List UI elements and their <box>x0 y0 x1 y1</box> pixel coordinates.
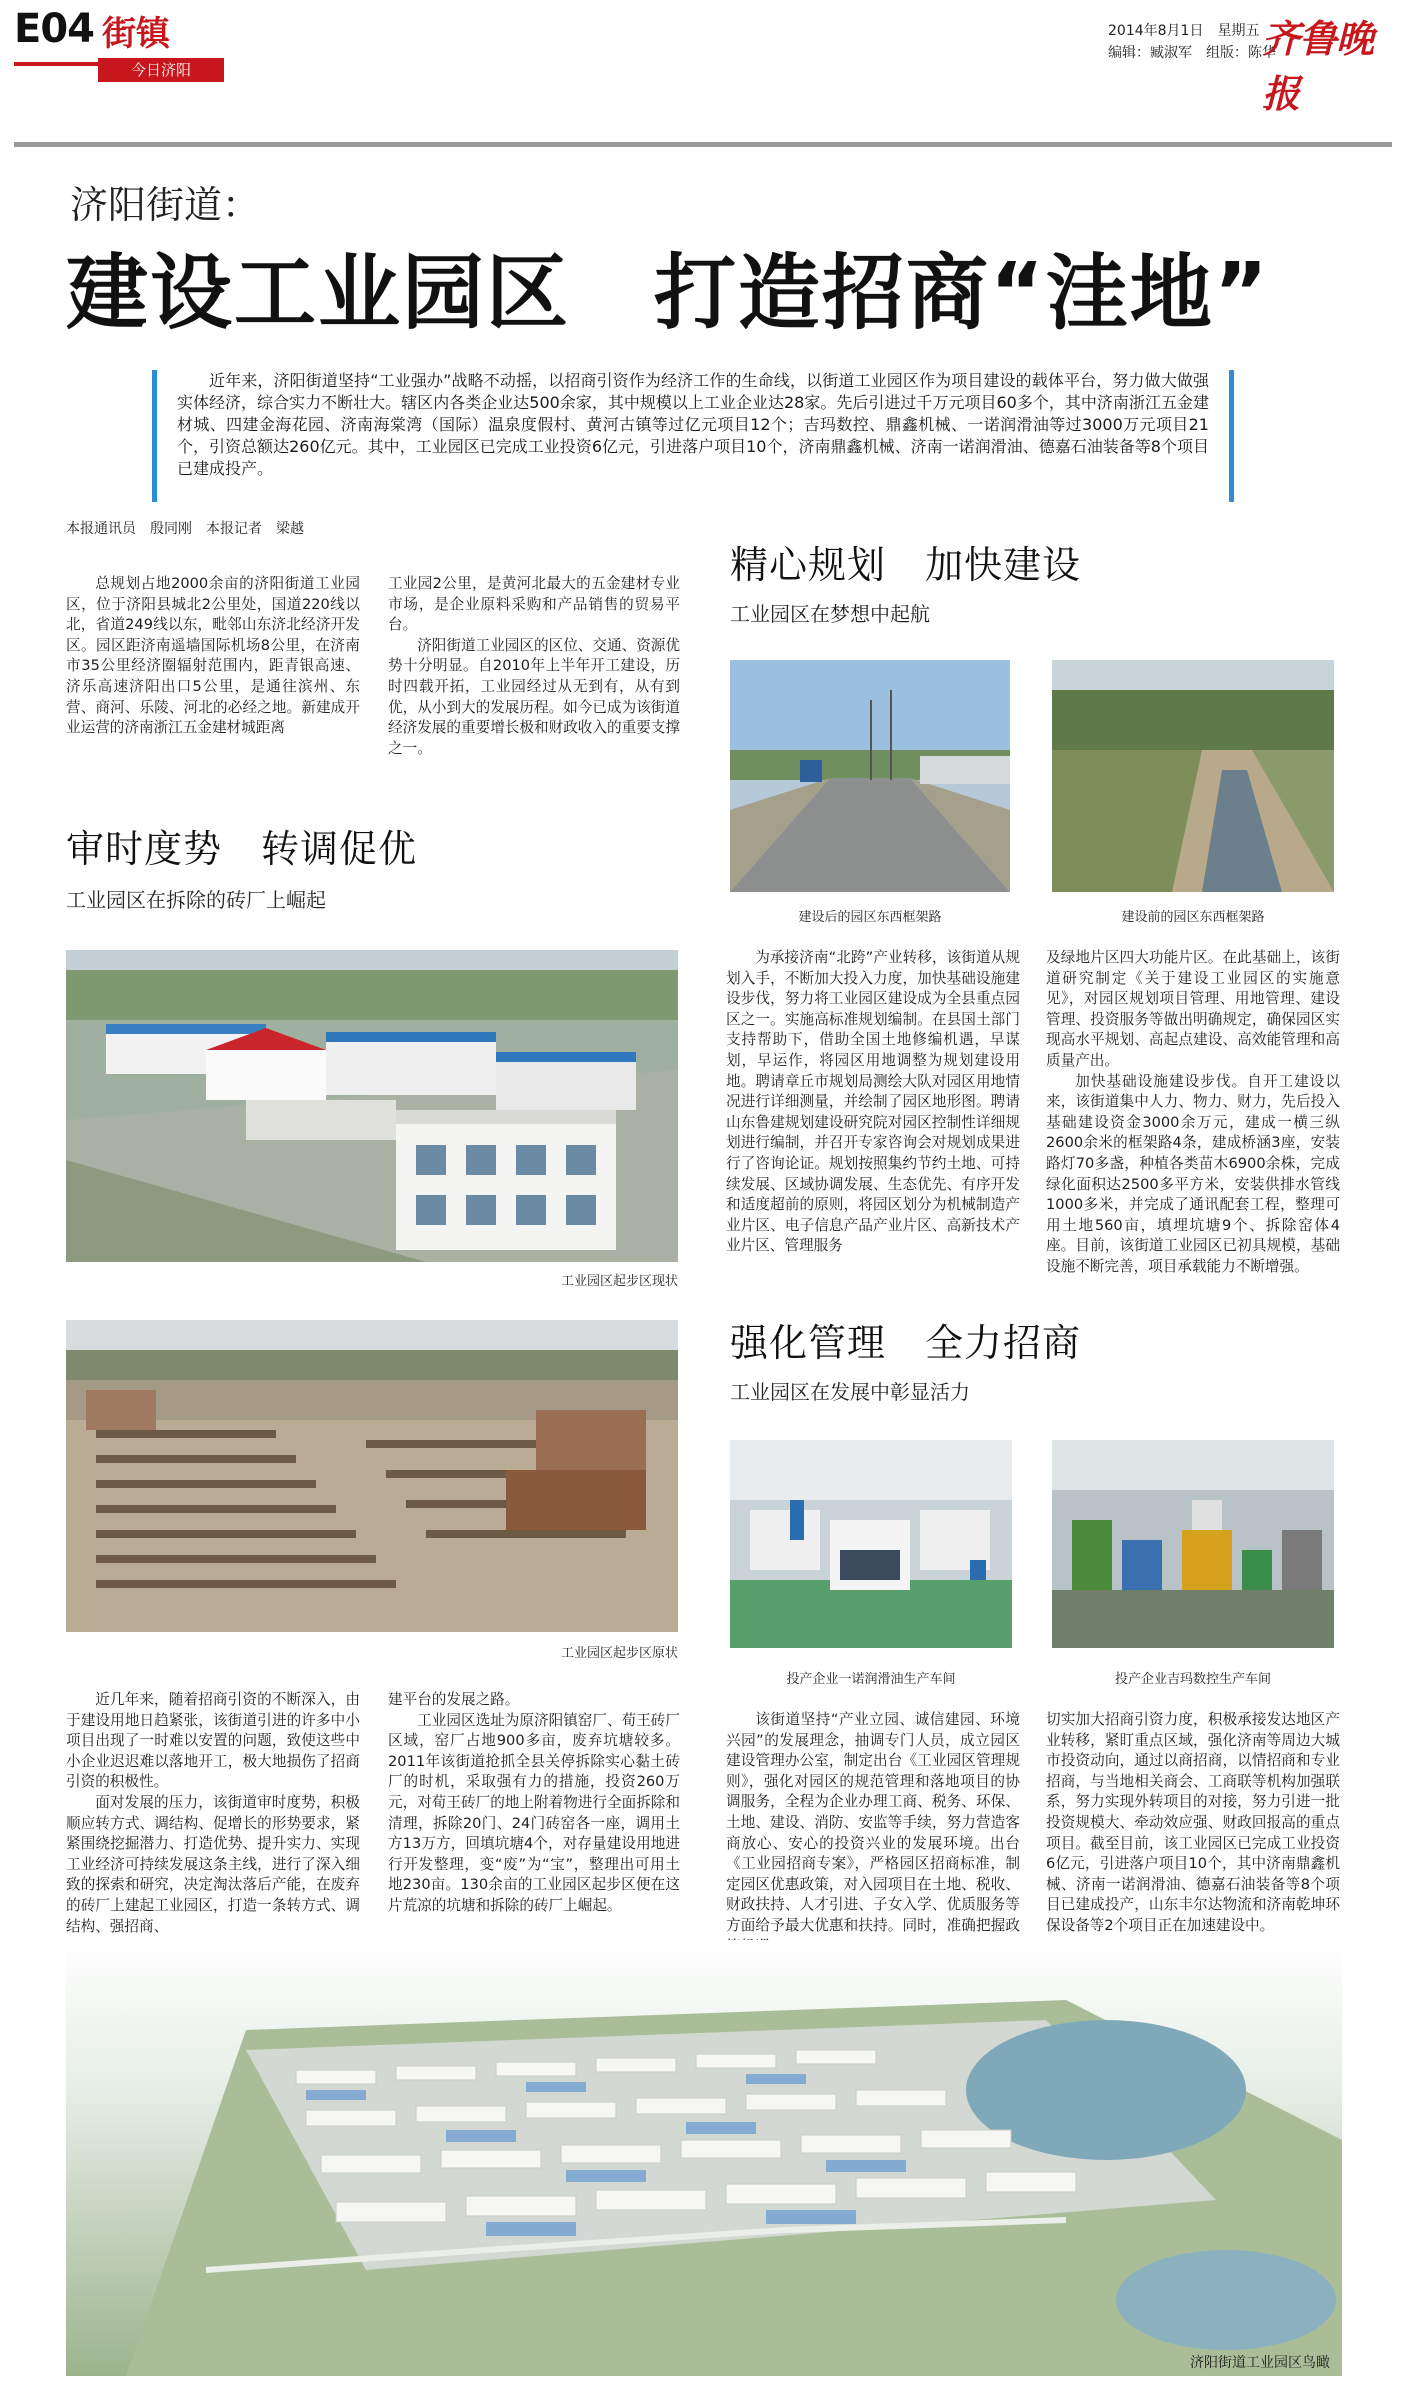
aerial-caption: 济阳街道工业园区鸟瞰 <box>1190 2355 1330 2371</box>
section1-column-1 <box>66 1690 360 1937</box>
section2-subtitle: 工业园区在梦想中起航 <box>730 602 930 626</box>
section2-paragraph: 为承接济南“北跨”产业转移，该街道从规划入手，不断加大投入力度，加快基础设施建设步伐，努力将工业园区建设成为全县重点园区之一。实施高标准规划编制。在县国土部门支持帮助下，借助全国土地修编机遇，早谋划，早运作，将园区用地调整为规划建设用地。聘请章丘市规划局测绘大队对园区用地情况进行详细测量，并绘制了园区地形图。聘请山东鲁建规划建设研究院对园区控制性详细规划进行编制，并召开专家咨询会对规划成果进行了咨询论证。规划按照集约节约土地、可持续发展、区域协调发展、生态优先、有序开发和适度超前的原则，将园区划分为机械制造产业片区、电子信息产品产业片区、高新技术产业片区、管理服务 <box>726 949 1020 1255</box>
section1-paragraph: 工业园区选址为原济阳镇窑厂、荀王砖厂区域，窑厂占地900多亩，废弃坑塘较多。2011年该街道抢抓全县关停拆除实心黏土砖厂的时机，采取强有力的措施，投资260万元，对荀王砖厂的地上附着物进行全面拆除和清理，拆除20门、24门砖窑各一座，调用土方13万方，回填坑塘4个，对存量建设用地进行开发整理，变“废”为“宝”，整理出可用土地230亩。130余亩的工业园区起步区便在这片荒凉的坑塘和拆除的砖厂上崛起。 <box>388 1711 680 1914</box>
photo-caption: 建设后的园区东西框架路 <box>798 910 942 925</box>
newspaper-logo: 齐鲁晚报 <box>1262 16 1374 116</box>
section2-title: 精心规划 加快建设 <box>730 543 1082 587</box>
masthead-rule <box>14 142 1392 147</box>
intro-paragraph-continued: 工业园2公里，是黄河北最大的五金建材专业市场，是企业原料采购和产品销售的贸易平台。 <box>388 575 680 634</box>
photo-caption: 工业园区起步区原状 <box>560 1646 678 1661</box>
section3-column-2 <box>1046 1710 1340 1937</box>
section2-column-2 <box>1046 948 1340 1278</box>
photo-aerial-view <box>66 1940 1342 2376</box>
lead-paragraph-box <box>152 370 1234 502</box>
editor-credits: 编辑：臧淑军 组版：陈华 <box>1108 45 1276 61</box>
intro-paragraph: 总规划占地2000余亩的济阳街道工业园区，位于济阳县城北2公里处，国道220线以北，省道249线以东，毗邻山东济北经济开发区。园区距济南遥墙国际机场8公里，在济南市35公里经济圈辐射范围内，距青银高速、济乐高速济阳出口5公里，是通往滨州、东营、商河、乐陵、河北的必经之地。新建成开业运营的济南浙江五金建材城距离 <box>66 575 360 737</box>
intro-column-2 <box>388 574 680 759</box>
byline: 本报通讯员 殷同刚 本报记者 梁越 <box>66 521 304 537</box>
photo-caption: 工业园区起步区现状 <box>560 1274 678 1289</box>
section1-paragraph-continued: 建平台的发展之路。 <box>388 1691 520 1708</box>
headline-kicker: 济阳街道： <box>70 183 261 227</box>
section3-paragraph: 该街道坚持“产业立园、诚信建园、环境兴园”的发展理念，抽调专门人员，成立园区建设管理办公室，制定出台《工业园区管理规则》，强化对园区的规范管理和落地项目的协调服务，全程为企业办理工商、税务、环保、土地、建设、消防、安监等手续，努力营造客商放心、安心的投资兴业的发展环境。出台《工业园招商专案》，严格园区招商标准，制定园区优惠政策，对入园项目在土地、税收、财政扶持、人才引进、子女入学、优质服务等方面给予最大优惠和扶持。同时，准确把握政 <box>726 1711 1020 1934</box>
photo-brick-kiln-ruins <box>66 1320 678 1632</box>
section-name: 街镇 <box>102 14 170 54</box>
intro-column-1 <box>66 574 360 739</box>
section3-column-1 <box>726 1710 1020 1957</box>
headline: 建设工业园区 打造招商“洼地” <box>66 246 1270 341</box>
photo-cnc-workshop <box>1052 1440 1334 1648</box>
section-subtitle-badge: 今日济阳 <box>98 58 224 82</box>
section3-paragraph-continued: 切实加大招商引资力度，积极承接发达地区产业转移，紧盯重点区域，强化济南等周边大城市投资动向，通过以商招商，以情招商和专业招商，与当地相关商会、工商联等机构加强联系，努力实现外转项目的对接，努力引进一批投资规模大、牵动效应强、财政回报高的重点项目。截至目前，该工业园区已完成工业投资6亿元，引进落户项目10个，其中济南鼎鑫机械、济南一诺润滑油、德嘉石油装备等8个项目已建成投产，山东丰尔达物流和济南乾坤环保设备等2个项目正在加速建设中。 <box>1046 1711 1340 1934</box>
photo-park-buildings <box>66 950 678 1262</box>
photo-caption: 建设前的园区东西框架路 <box>1121 910 1265 925</box>
section1-paragraph: 面对发展的压力，该街道审时度势，积极顺应转方式、调结构、促增长的形势要求，紧紧围绕挖掘潜力、打造优势、提升实力、实现工业经济可持续发展这条主线，进行了深入细致的探索和研究，决定淘汰落后产能，在废弃的砖厂上建起工业园区，打造一条转方式、调结构、强招商、 <box>66 1793 360 1935</box>
section2-paragraph: 加快基础设施建设步伐。自开工建设以来，该街道集中人力、物力、财力，先后投入基础建设资金3000余万元，建成一横三纵2600余米的框架路4条，建成桥涵3座，安装路灯70多盏，种植各类苗木6900余株，完成绿化面积达2500多平方米，安装供排水管线1000多米，并完成了通讯配套工程，整理可用土地560亩，填埋坑塘9个、拆除窑体4座。目前，该街道工业园区已初具规模，基础设施不断完善，项目承载能力不断增强。 <box>1046 1072 1340 1275</box>
photo-road-before <box>1052 660 1334 892</box>
section1-title: 审时度势 转调促优 <box>66 827 418 871</box>
photo-caption: 投产企业一诺润滑油生产车间 <box>786 1672 956 1687</box>
photo-caption: 投产企业吉玛数控生产车间 <box>1114 1672 1271 1687</box>
section1-subtitle: 工业园区在拆除的砖厂上崛起 <box>66 888 326 912</box>
section2-paragraph-continued: 及绿地片区四大功能片区。在此基础上，该街道研究制定《关于建设工业园区的实施意见》，对园区规划项目管理、用地管理、建设管理、投资服务等做出明确规定，确保园区实现高水平规划、高起点建设、高效能管理和高质量产出。 <box>1046 949 1340 1069</box>
masthead-accent-bar <box>14 62 98 66</box>
section1-paragraph: 近几年来，随着招商引资的不断深入，由于建设用地日趋紧张，该街道引进的许多中小项目出现了一时难以安置的问题，致使这些中小企业迟迟难以落地开工，极大地损伤了招商引资的积极性。 <box>66 1691 360 1791</box>
page-number: E04 <box>14 6 94 52</box>
photo-lubricant-workshop <box>730 1440 1012 1648</box>
section2-column-1 <box>726 948 1020 1257</box>
lead-paragraph: 近年来，济阳街道坚持“工业强办”战略不动摇，以招商引资作为经济工作的生命线，以街道工业园区作为项目建设的载体平台，努力做大做强实体经济，综合实力不断壮大。辖区内各类企业达500余家，其中规模以上工业企业达28家。先后引进过千万元项目60多个，其中济南浙江五金建材城、四建金海花园、济南海棠湾（国际）温泉度假村、黄河古镇等过亿元项目12个；吉玛数控、鼎鑫机械、一诺润滑油等过3000万元项目21个，引资总额达260亿元。其中，工业园区已完成工业投资6亿元，引进落户项目10个，济南鼎鑫机械、济南一诺润滑油、德嘉石油装备等8个项目已建成投产。 <box>177 371 1209 478</box>
issue-date: 2014年8月1日 星期五 <box>1108 23 1260 39</box>
section3-title: 强化管理 全力招商 <box>730 1321 1082 1365</box>
intro-paragraph: 济阳街道工业园区的区位、交通、资源优势十分明显。自2010年上半年开工建设，历时四载开拓，工业园经过从无到有，从有到优，从小到大的发展历程。如今已成为该街道经济发展的重要增长极和财政收入的重要支撑之一。 <box>388 636 680 757</box>
section1-column-2 <box>388 1690 680 1917</box>
photo-road-after <box>730 660 1010 892</box>
section3-subtitle: 工业园区在发展中彰显活力 <box>730 1380 970 1404</box>
